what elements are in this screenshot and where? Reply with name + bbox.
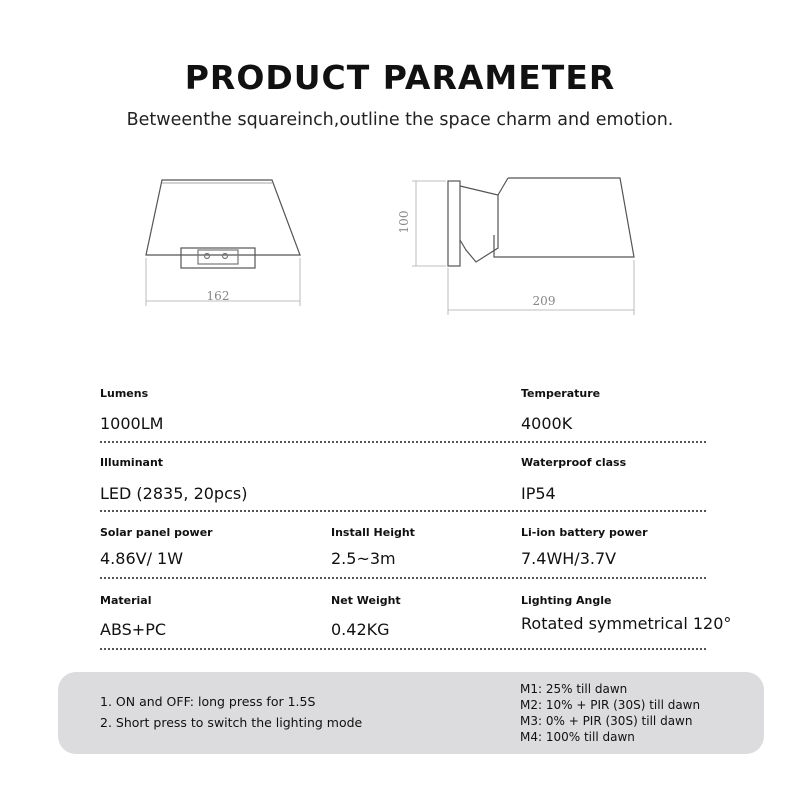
waterproof-label: Waterproof class (521, 456, 627, 469)
material-value: ABS+PC (100, 620, 167, 639)
row-divider (100, 441, 706, 443)
side-view-drawing (412, 178, 634, 315)
lighting-angle-value: Rotated symmetrical 120° (521, 614, 732, 633)
waterproof-value: IP54 (521, 484, 556, 503)
solar-panel-value: 4.86V/ 1W (100, 549, 184, 568)
page-subtitle: Betweenthe squareinch,outline the space charm and emotion. (126, 110, 674, 130)
temperature-label: Temperature (521, 387, 601, 400)
material-label: Material (100, 594, 152, 607)
lumens-value: 1000LM (100, 414, 164, 433)
battery-value: 7.4WH/3.7V (521, 549, 617, 568)
temperature-value: 4000K (521, 414, 573, 433)
solar-panel-label: Solar panel power (100, 526, 213, 539)
row-divider (100, 577, 706, 579)
front-width-dimension: 162 (206, 289, 230, 303)
mode-item: M3: 0% + PIR (30S) till dawn (520, 714, 693, 728)
instruction-item: 2. Short press to switch the lighting mode (100, 715, 363, 730)
mode-item: M2: 10% + PIR (30S) till dawn (520, 698, 701, 712)
install-height-label: Install Height (331, 526, 415, 539)
mode-item: M4: 100% till dawn (520, 730, 635, 744)
illuminant-label: Illuminant (100, 456, 164, 469)
row-divider (100, 648, 706, 650)
lighting-angle-label: Lighting Angle (521, 594, 612, 607)
instruction-item: 1. ON and OFF: long press for 1.5S (100, 694, 316, 709)
illuminant-value: LED (2835, 20pcs) (100, 484, 248, 503)
row-divider (100, 510, 706, 512)
page-title: PRODUCT PARAMETER (184, 58, 616, 97)
front-view-drawing (146, 180, 300, 306)
side-width-dimension: 209 (532, 294, 556, 308)
instructions-panel (58, 672, 764, 754)
mode-item: M1: 25% till dawn (520, 682, 628, 696)
battery-label: Li-ion battery power (521, 526, 648, 539)
net-weight-label: Net Weight (331, 594, 401, 607)
technical-drawing (0, 0, 800, 340)
lumens-label: Lumens (100, 387, 149, 400)
side-height-dimension: 100 (397, 210, 411, 234)
install-height-value: 2.5~3m (331, 549, 396, 568)
net-weight-value: 0.42KG (331, 620, 390, 639)
